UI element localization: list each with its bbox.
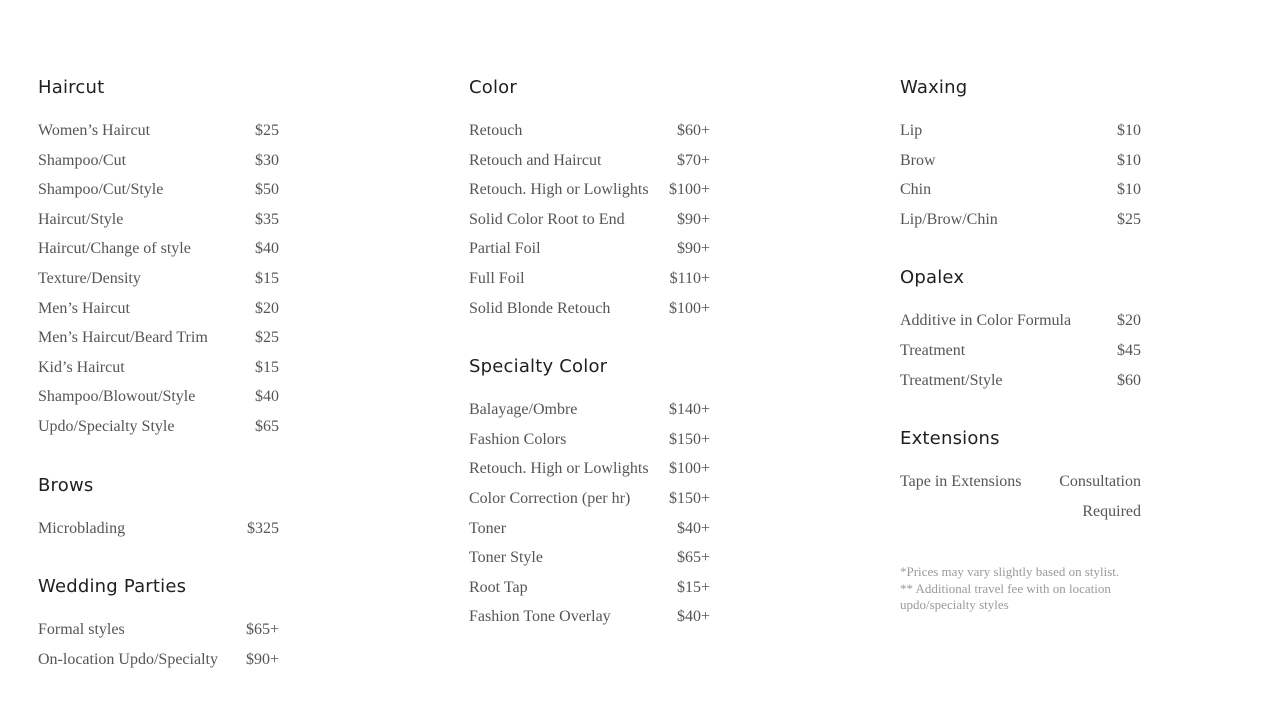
service-row: [900, 205, 1141, 235]
service-row: [469, 514, 710, 544]
service-price: $10: [1117, 122, 1141, 139]
service-price: $60+: [676, 122, 710, 139]
service-row: [900, 116, 1141, 146]
service-name: Retouch. High or Lowlights: [469, 460, 649, 478]
service-row: [38, 323, 279, 353]
service-price: $140+: [668, 401, 710, 419]
service-row: [900, 306, 1141, 336]
service-row: [469, 543, 710, 573]
service-price: $35: [255, 210, 279, 228]
section-title: Extensions: [900, 428, 1000, 450]
service-row: [469, 484, 710, 514]
service-name: Retouch: [469, 122, 523, 139]
service-name: Shampoo/Cut: [38, 151, 127, 169]
service-name: Solid Blonde Retouch: [469, 299, 611, 317]
service-price: $10: [1117, 181, 1141, 199]
service-price: $40: [255, 388, 279, 406]
service-price: $100+: [668, 299, 710, 317]
service-row: [469, 395, 710, 425]
service-price: $30: [255, 151, 279, 169]
service-name: Shampoo/Cut/Style: [38, 181, 164, 199]
service-price: $325: [247, 519, 279, 537]
service-name: On-location Updo/Specialty: [38, 650, 218, 668]
service-price: $10: [1117, 151, 1141, 169]
section-title: Waxing: [900, 77, 968, 98]
section-title: Opalex: [900, 267, 965, 289]
section-extensions: [900, 427, 1141, 526]
service-price: Consultation Required: [1059, 473, 1141, 520]
service-row: [900, 336, 1141, 366]
service-row: [469, 146, 710, 176]
service-price: $150+: [668, 489, 710, 507]
service-name: Men’s Haircut/Beard Trim: [38, 329, 208, 347]
service-row: [38, 412, 279, 442]
service-name: Color Correction (per hr): [469, 489, 631, 507]
service-row: [38, 645, 279, 675]
service-name: Shampoo/Blowout/Style: [38, 388, 196, 406]
service-price: $15+: [676, 578, 710, 596]
section-title: Wedding Parties: [38, 576, 187, 598]
service-row: [469, 602, 710, 632]
service-name: Partial Foil: [469, 240, 541, 258]
service-row: [38, 353, 279, 383]
service-name: Tape in Extensions: [900, 473, 1022, 491]
service-price: $20: [255, 299, 279, 317]
section-title: Brows: [38, 474, 94, 496]
service-name: Texture/Density: [38, 269, 141, 287]
service-price: $100+: [668, 181, 710, 199]
section-title: Haircut: [38, 77, 105, 98]
service-price: $25: [255, 122, 279, 139]
service-name: Women’s Haircut: [38, 122, 151, 139]
service-row: [900, 467, 1141, 526]
service-name: Chin: [900, 181, 932, 199]
service-price: $15: [255, 358, 279, 376]
service-name: Fashion Tone Overlay: [469, 608, 611, 626]
service-price: $70+: [676, 151, 710, 169]
service-price: $65+: [676, 549, 710, 567]
service-name: Lip: [900, 122, 923, 139]
service-name: Retouch. High or Lowlights: [469, 181, 649, 199]
service-row: [469, 234, 710, 264]
menu-column-2: [469, 76, 710, 664]
service-row: [469, 573, 710, 603]
service-row: [469, 205, 710, 235]
service-name: Kid’s Haircut: [38, 358, 125, 376]
service-price: $40+: [676, 519, 710, 537]
service-row: [38, 382, 279, 412]
service-name: Retouch and Haircut: [469, 151, 602, 169]
service-row: [38, 264, 279, 294]
service-name: Balayage/Ombre: [469, 401, 578, 419]
service-price: $90+: [245, 650, 279, 668]
service-row: [38, 146, 279, 176]
service-price: $25: [1117, 210, 1141, 228]
service-price: $90+: [676, 210, 710, 228]
service-name: Brow: [900, 151, 936, 169]
service-name: Formal styles: [38, 621, 125, 639]
section-title: Color: [469, 77, 517, 98]
service-row: [38, 234, 279, 264]
service-name: Solid Color Root to End: [469, 210, 625, 228]
section-waxing: [900, 76, 1141, 234]
service-price: $40+: [676, 608, 710, 626]
section-brows: [38, 474, 279, 544]
service-row: [38, 615, 279, 645]
section-specialty-color: [469, 355, 710, 632]
service-row: [469, 425, 710, 455]
service-price: $15: [255, 269, 279, 287]
service-name: Haircut/Style: [38, 210, 124, 228]
service-name: Microblading: [38, 519, 126, 537]
service-row: [38, 205, 279, 235]
section-title: Specialty Color: [469, 356, 608, 378]
service-row: [469, 175, 710, 205]
service-name: Treatment: [900, 341, 966, 359]
service-name: Full Foil: [469, 269, 525, 287]
service-price: $50: [255, 181, 279, 199]
service-name: Fashion Colors: [469, 430, 567, 448]
service-name: Toner Style: [469, 549, 543, 567]
service-row: [900, 175, 1141, 205]
service-price: $110+: [669, 269, 710, 287]
service-row: [38, 175, 279, 205]
menu-column-3: [900, 76, 1141, 614]
service-name: Additive in Color Formula: [900, 312, 1072, 330]
service-price: $40: [255, 240, 279, 258]
section-haircut: [38, 76, 279, 442]
service-row: [900, 366, 1141, 396]
pricing-note-line: *Prices may vary slightly based on stylist.: [900, 564, 1120, 580]
service-price: $100+: [668, 460, 710, 478]
service-row: [469, 454, 710, 484]
service-name: Men’s Haircut: [38, 299, 130, 317]
service-price: $150+: [668, 430, 710, 448]
section-color: [469, 76, 710, 323]
menu-column-1: [38, 76, 279, 706]
section-opalex: [900, 266, 1141, 395]
pricing-note-line: ** Additional travel fee with on location updo/specialty styles: [900, 580, 1111, 613]
service-price: $90+: [676, 240, 710, 258]
section-wedding-parties: [38, 575, 279, 674]
service-price: $60: [1117, 371, 1141, 389]
pricing-note: [900, 564, 1160, 614]
service-price: $65: [255, 417, 279, 435]
service-name: Treatment/Style: [900, 371, 1003, 389]
service-price: $65+: [245, 621, 279, 639]
service-name: Lip/Brow/Chin: [900, 210, 998, 228]
service-price: $20: [1117, 312, 1141, 330]
service-name: Haircut/Change of style: [38, 240, 191, 258]
service-row: [469, 294, 710, 324]
service-name: Root Tap: [469, 578, 528, 596]
service-name: Updo/Specialty Style: [38, 417, 175, 435]
service-row: [469, 264, 710, 294]
service-price: $45: [1117, 341, 1141, 359]
service-name: Toner: [469, 519, 507, 537]
service-row: [469, 116, 710, 146]
service-row: [38, 116, 279, 146]
service-row: [38, 514, 279, 544]
service-price: $25: [255, 329, 279, 347]
service-row: [38, 294, 279, 324]
service-row: [900, 146, 1141, 176]
